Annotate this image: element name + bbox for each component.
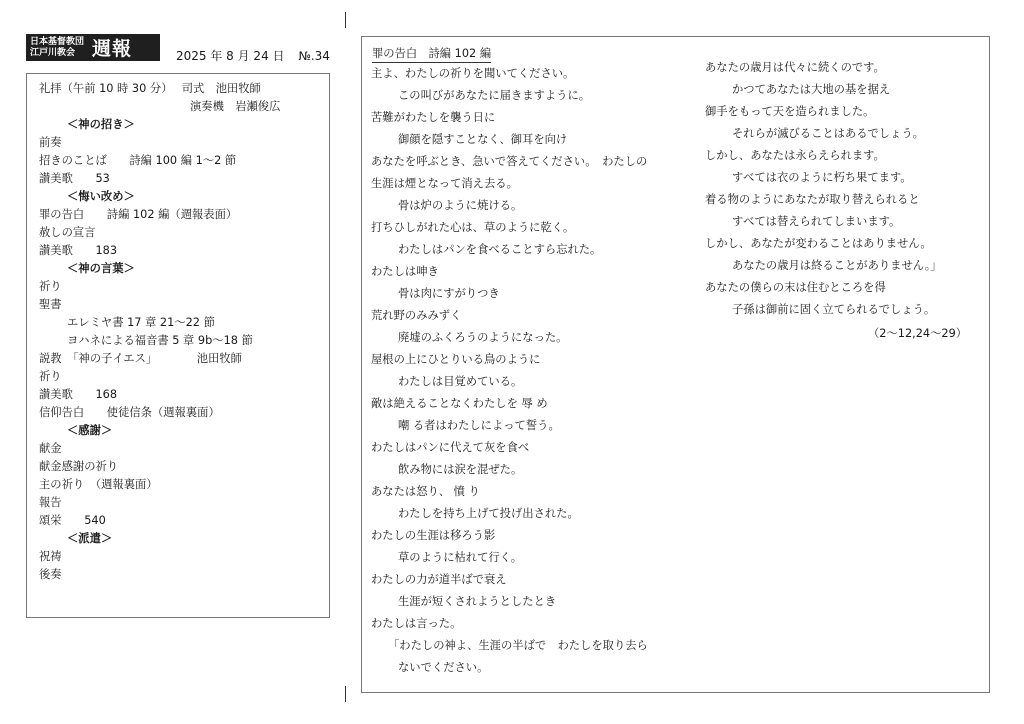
bulletin-badge (26, 34, 160, 61)
verse-line: わたしはパンに代えて灰を食べ (371, 441, 530, 454)
verse-line: 廃墟のふくろうのようになった。 (398, 331, 568, 344)
verse-line: 嘲 る者はわたしによって誓う。 (398, 419, 560, 432)
verse-line: わたしは目覚めている。 (398, 375, 523, 388)
order-item: 祈り (39, 280, 62, 293)
verse-line: わたしの生涯は移ろう影 (371, 529, 496, 542)
verse-line: 生涯は煙となって消え去る。 (371, 177, 518, 190)
reading-title: 罪の告白 詩編 102 編 (372, 45, 491, 63)
verse-line: 骨は炉のように焼ける。 (398, 199, 523, 212)
verse-line: 「わたしの神よ、生涯の半ばで わたしを取り去ら (388, 639, 648, 652)
verse-line: 屋根の上にひとりいる鳥のように (371, 353, 541, 366)
verse-reference: （2～12,24～29） (868, 327, 968, 340)
verse-line: 御手をもって天を造られました。 (705, 105, 875, 118)
verse-line: わたしはパンを食べることすら忘れた。 (398, 243, 602, 256)
order-item: 献金感謝の祈り (39, 460, 119, 473)
section-heading: ＜悔い改め＞ (67, 190, 135, 203)
order-item: 説教 「神の子イエス」 池田牧師 (39, 352, 242, 365)
order-item: 前奏 (39, 136, 62, 149)
order-item: 主の祈り （週報裏面） (39, 478, 158, 491)
church-name (26, 37, 88, 59)
order-item: 讃美歌 168 (39, 388, 118, 401)
order-item: 頌栄 540 (39, 514, 106, 527)
verse-line: あなたの歳月は終ることがありません。」 (732, 259, 942, 272)
verse-line: 敵は絶えることなくわたしを 辱 め (371, 397, 548, 410)
verse-line: 子孫は御前に固く立てられるでしょう。 (732, 303, 936, 316)
church-name-line1: 日本基督教団 (30, 36, 85, 47)
verse-line: わたしは言った。 (371, 617, 462, 630)
verse-line: すべては替えられてしまいます。 (732, 215, 901, 228)
order-item: 祝祷 (39, 550, 62, 563)
bulletin-issue: №.34 (298, 49, 330, 63)
confession-reading (361, 36, 990, 693)
verse-line: わたしを持ち上げて投げ出された。 (398, 507, 579, 520)
order-item: 讃美歌 53 (39, 172, 110, 185)
order-item: 赦しの宣言 (39, 226, 96, 239)
verse-line: わたしの力が道半ばで衰え (371, 573, 507, 586)
order-item: 信仰告白 使徒信条（週報裏面） (39, 406, 220, 419)
organist: 演奏機 岩瀬俊広 (190, 100, 281, 113)
bulletin-date: 2025 年 8 月 24 日 (176, 49, 285, 63)
scripture-reading: エレミヤ書 17 章 21～22 節 (67, 316, 215, 329)
verse-line: あなたを呼ぶとき、急いで答えてください。 わたしの (371, 155, 648, 168)
verse-line: あなたは怒り、 憤 り (371, 485, 480, 498)
order-item: 聖書 (39, 298, 62, 311)
verse-line: 骨は肉にすがりつき (398, 287, 500, 300)
section-heading: ＜感謝＞ (67, 424, 113, 437)
verse-line: あなたの歳月は代々に続くのです。 (705, 61, 885, 74)
verse-line: 苦難がわたしを襲う日に (371, 111, 496, 124)
verse-line: 飲み物には涙を混ぜた。 (398, 463, 523, 476)
bulletin-date-line (176, 47, 340, 64)
verse-line: 着る物のようにあなたが取り替えられると (705, 193, 920, 206)
verse-line: すべては衣のように朽ち果てます。 (732, 171, 912, 184)
church-name-line2: 江戸川教会 (30, 47, 76, 58)
verse-line: 荒れ野のみみずく (371, 309, 462, 322)
section-heading: ＜神の言葉＞ (67, 262, 135, 275)
scripture-reading: ヨハネによる福音書 5 章 9b～18 節 (67, 334, 253, 347)
verse-line: 主よ、わたしの祈りを聞いてください。 (371, 67, 575, 80)
verse-line: ないでください。 (398, 661, 489, 674)
section-heading: ＜神の招き＞ (67, 118, 135, 131)
verse-line: しかし、あなたが変わることはありません。 (705, 237, 932, 250)
order-item: 罪の告白 詩編 102 編（週報表面） (39, 208, 238, 221)
verse-line: 草のように枯れて行く。 (398, 551, 523, 564)
verse-line: 御顔を隠すことなく、御耳を向け (398, 133, 568, 146)
order-item: 讃美歌 183 (39, 244, 118, 257)
order-of-worship (26, 73, 330, 618)
verse-line: あなたの僕らの末は住むところを得 (705, 281, 886, 294)
verse-line: この叫びがあなたに届きますように。 (398, 89, 591, 102)
verse-line: かつてあなたは大地の基を据え (732, 83, 891, 96)
bulletin-title: 週報 (92, 38, 133, 60)
verse-line: それらが滅びることはあるでしょう。 (732, 127, 924, 140)
service-time: 礼拝（午前 10 時 30 分） 司式 池田牧師 (39, 82, 261, 95)
section-heading: ＜派遣＞ (67, 532, 113, 545)
fold-mark-bottom (345, 686, 346, 702)
verse-line: しかし、あなたは永らえられます。 (705, 149, 885, 162)
order-item: 後奏 (39, 568, 62, 581)
order-item: 献金 (39, 442, 62, 455)
order-item: 報告 (39, 496, 62, 509)
verse-line: わたしは呻き (371, 265, 439, 278)
verse-line: 生涯が短くされようとしたとき (398, 595, 557, 608)
fold-mark-top (345, 12, 346, 28)
order-item: 招きのことば 詩編 100 編 1～2 節 (39, 154, 237, 167)
order-item: 祈り (39, 370, 62, 383)
verse-line: 打ちひしがれた心は、草のように乾く。 (371, 221, 575, 234)
